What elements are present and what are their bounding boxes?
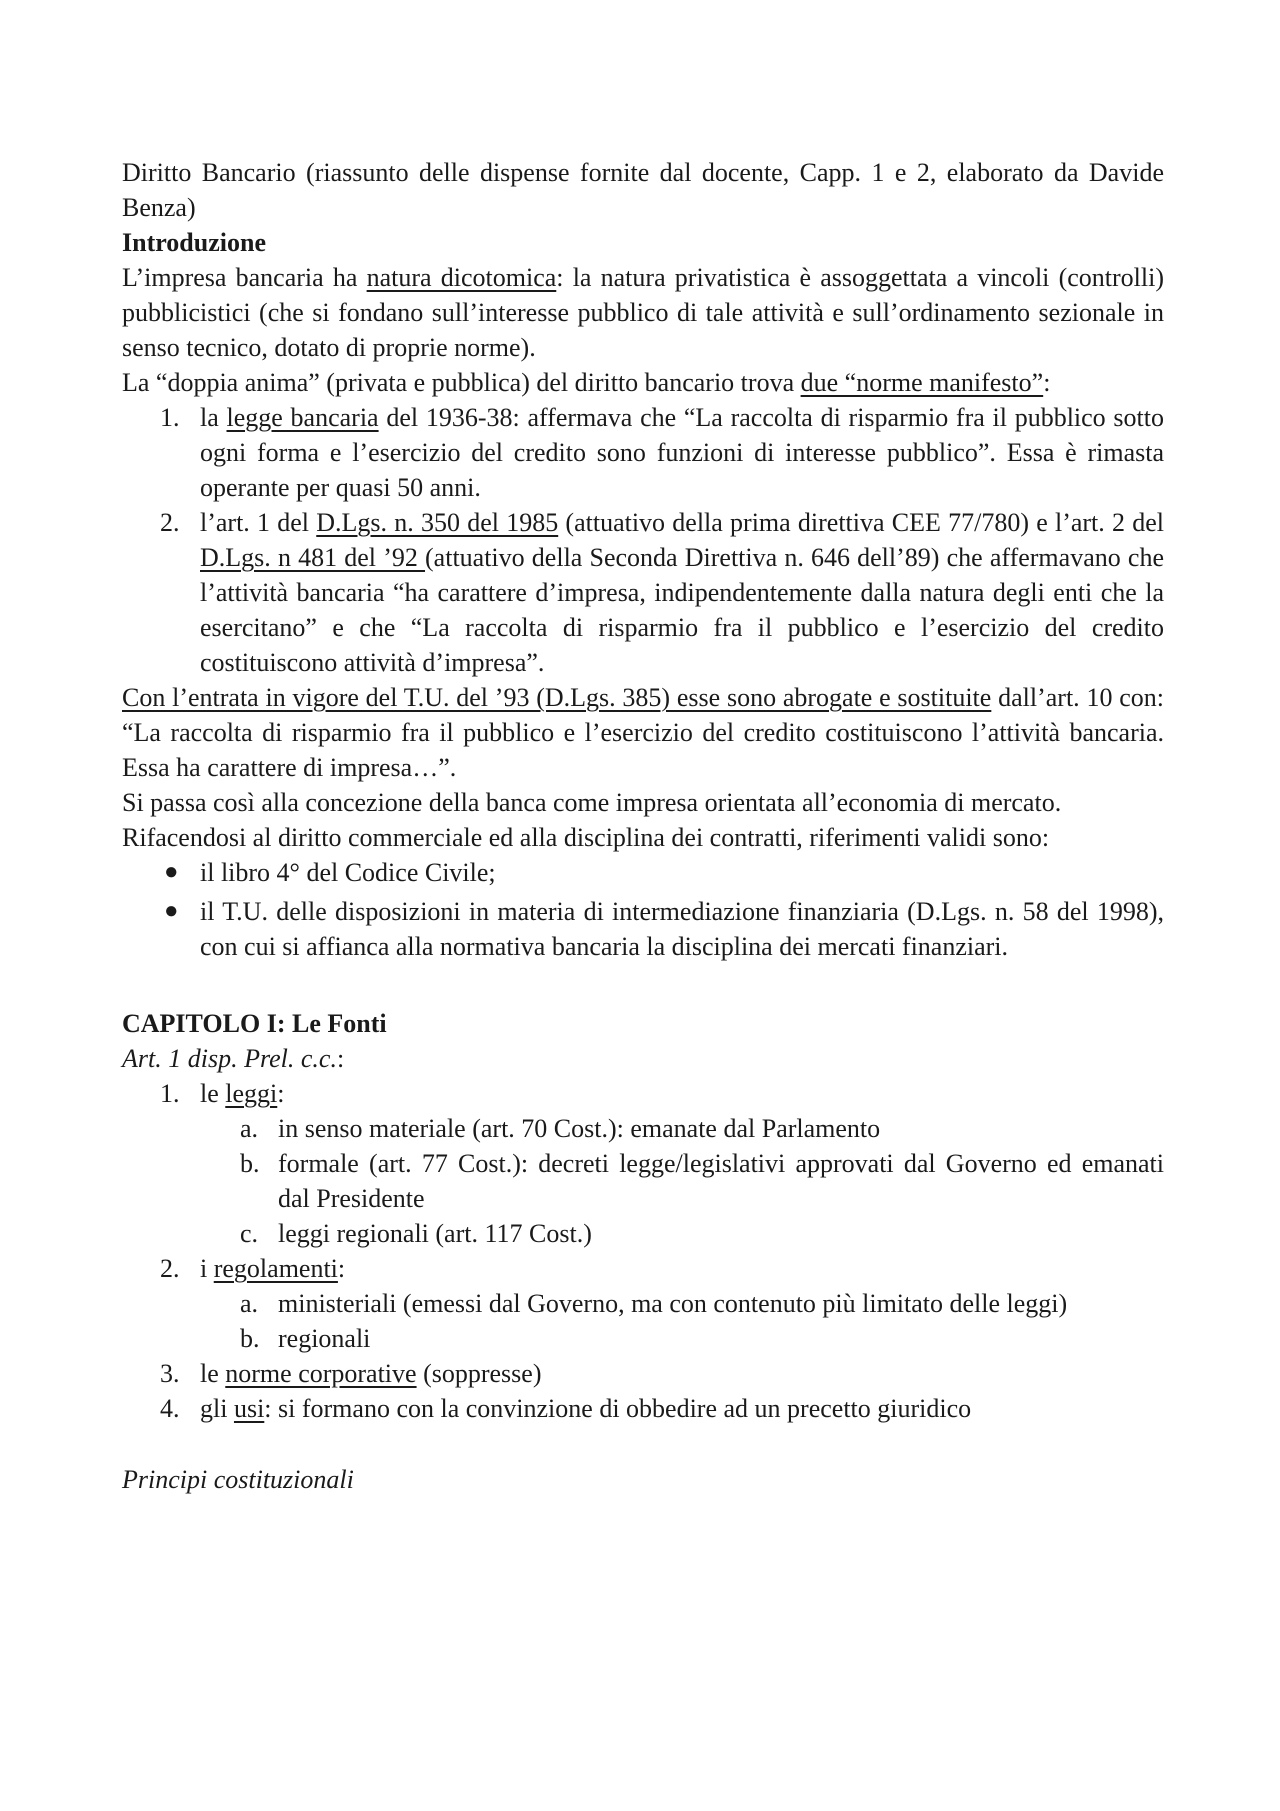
item2-underline-1: D.Lgs. n. 350 del 1985: [316, 508, 559, 537]
fonti-item-pre: le: [200, 1359, 226, 1388]
bullet-text: il libro 4° del Codice Civile;: [200, 858, 496, 887]
fonti-item-underline: norme corporative: [225, 1359, 417, 1388]
bullet-icon: ●: [164, 859, 179, 885]
list-marker: 1.: [160, 403, 180, 432]
fonti-item-post: :: [277, 1079, 285, 1108]
fonti-item-underline: leggi: [225, 1079, 278, 1108]
sublist-marker: c.: [240, 1219, 259, 1248]
spacer: [122, 968, 1164, 1006]
item2-text-b: (attuativo della prima direttiva CEE 77/780) e l’art. 2 del: [558, 508, 1164, 537]
sublist-marker: b.: [240, 1149, 260, 1178]
document-page: [122, 155, 1164, 1497]
item2-text-a: l’art. 1 del: [200, 508, 317, 537]
art-label: Art. 1 disp. Prel. c.c.: [122, 1044, 337, 1073]
fonti-item-pre: i: [200, 1254, 214, 1283]
intro-paragraph-5: Rifacendosi al diritto commerciale ed alla disciplina dei contratti, riferimenti validi sono:: [122, 823, 1050, 852]
bullet-icon: ●: [164, 898, 179, 924]
sublist-marker: b.: [240, 1324, 260, 1353]
sublist-marker: a.: [240, 1289, 259, 1318]
fonti-subitem-2b: [122, 1321, 1164, 1356]
item1-underline: legge bancaria: [226, 403, 379, 432]
list-marker: 2.: [160, 1254, 180, 1283]
principi-heading: Principi costituzionali: [122, 1465, 354, 1494]
intro-heading: Introduzione: [122, 228, 266, 257]
p3-text-b: dall’art. 10 con: “La raccolta di risparmio fra il pubblico e l’esercizio del credito costituiscono l’attività bancaria. Essa ha carattere di impresa…”.: [122, 683, 1164, 782]
bullet-text: il T.U. delle disposizioni in materia di intermediazione finanziaria (D.Lgs. n. 58 del 1998), con cui si affianca alla normativa bancaria la disciplina dei mercati finanziari.: [200, 897, 1164, 961]
p1-text-a: L’impresa bancaria ha: [122, 263, 367, 292]
fonti-item-post: (soppresse): [416, 1359, 542, 1388]
subitem-text: formale (art. 77 Cost.): decreti legge/legislativi approvati dal Governo ed emanati dal Presidente: [278, 1149, 1164, 1213]
list-marker: 4.: [160, 1394, 180, 1423]
fonti-item-post: : si formano con la convinzione di obbedire ad un precetto giuridico: [264, 1394, 972, 1423]
fonti-subitem-1c: [122, 1216, 1164, 1251]
fonti-item-underline: usi: [233, 1394, 265, 1423]
fonti-item-underline: regolamenti: [213, 1254, 338, 1283]
p1-underline: natura dicotomica: [366, 263, 557, 292]
fonti-item-post: :: [337, 1254, 346, 1283]
norma-manifesto-item-2: [122, 505, 1164, 680]
intro-paragraph-1: [122, 260, 1164, 365]
fonti-item-1: [122, 1076, 1164, 1111]
spacer: [122, 1426, 1164, 1462]
intro-paragraph-4: Si passa così alla concezione della banca come impresa orientata all’economia di mercato.: [122, 788, 1062, 817]
document-title: Diritto Bancario (riassunto delle dispense fornite dal docente, Capp. 1 e 2, elaborato da Davide Benza): [122, 158, 1164, 222]
list-marker: 1.: [160, 1079, 180, 1108]
item2-text-c: (attuativo della Seconda Direttiva n. 646 dell’89) che affermavano che l’attività bancaria “ha carattere d’impresa, indipendentemente dalla natura degli enti che la esercitano” e che “La raccolta di risparmio fra il pubblico e l’esercizio del credito costituiscono attività d’impresa”.: [200, 543, 1164, 677]
fonti-subitem-1a: [122, 1111, 1164, 1146]
bullet-item-1: [122, 855, 1164, 890]
p2-text-a: La “doppia anima” (privata e pubblica) del diritto bancario trova: [122, 368, 801, 397]
subitem-text: in senso materiale (art. 70 Cost.): emanate dal Parlamento: [278, 1114, 881, 1143]
subitem-text: leggi regionali (art. 117 Cost.): [278, 1219, 592, 1248]
intro-paragraph-2: [122, 365, 1164, 400]
item2-underline-2: D.Lgs. n 481 del ’92: [200, 543, 426, 572]
list-marker: 3.: [160, 1359, 180, 1388]
fonti-item-pre: le: [200, 1079, 226, 1108]
item1-text-b: del 1936-38: affermava che “La raccolta di risparmio fra il pubblico sotto ogni forma e l’esercizio del credito sono funzioni di interesse pubblico”. Essa è rimasta operante per quasi 50 anni.: [200, 403, 1164, 502]
subitem-text: regionali: [278, 1324, 371, 1353]
bullet-item-2: [122, 894, 1164, 964]
fonti-subitem-2a: [122, 1286, 1164, 1321]
item1-text-a: la: [200, 403, 227, 432]
sublist-marker: a.: [240, 1114, 259, 1143]
p1-text-b: : la natura privatistica è assoggettata a vincoli (controlli) pubblicistici (che si fondano sull’interesse pubblico di tale attività e sull’ordinamento sezionale in senso tecnico, dotato di proprie norme).: [122, 263, 1165, 362]
p2-text-b: :: [1043, 368, 1051, 397]
fonti-item-4: [122, 1391, 1164, 1426]
p3-underline: Con l’entrata in vigore del T.U. del ’93 (D.Lgs. 385) esse sono abrogate e sostituite: [122, 683, 992, 712]
list-marker: 2.: [160, 508, 180, 537]
norma-manifesto-item-1: [122, 400, 1164, 505]
fonti-item-pre: gli: [200, 1394, 234, 1423]
art-colon: :: [336, 1044, 345, 1073]
intro-paragraph-3: [122, 680, 1164, 785]
subitem-text: ministeriali (emessi dal Governo, ma con contenuto più limitato delle leggi): [278, 1289, 1068, 1318]
p2-underline: due “norme manifesto”: [800, 368, 1044, 397]
fonti-item-2: [122, 1251, 1164, 1286]
fonti-item-3: [122, 1356, 1164, 1391]
art-label-line: [122, 1041, 1164, 1076]
chapter-heading: CAPITOLO I: Le Fonti: [122, 1009, 387, 1038]
fonti-subitem-1b: [122, 1146, 1164, 1216]
